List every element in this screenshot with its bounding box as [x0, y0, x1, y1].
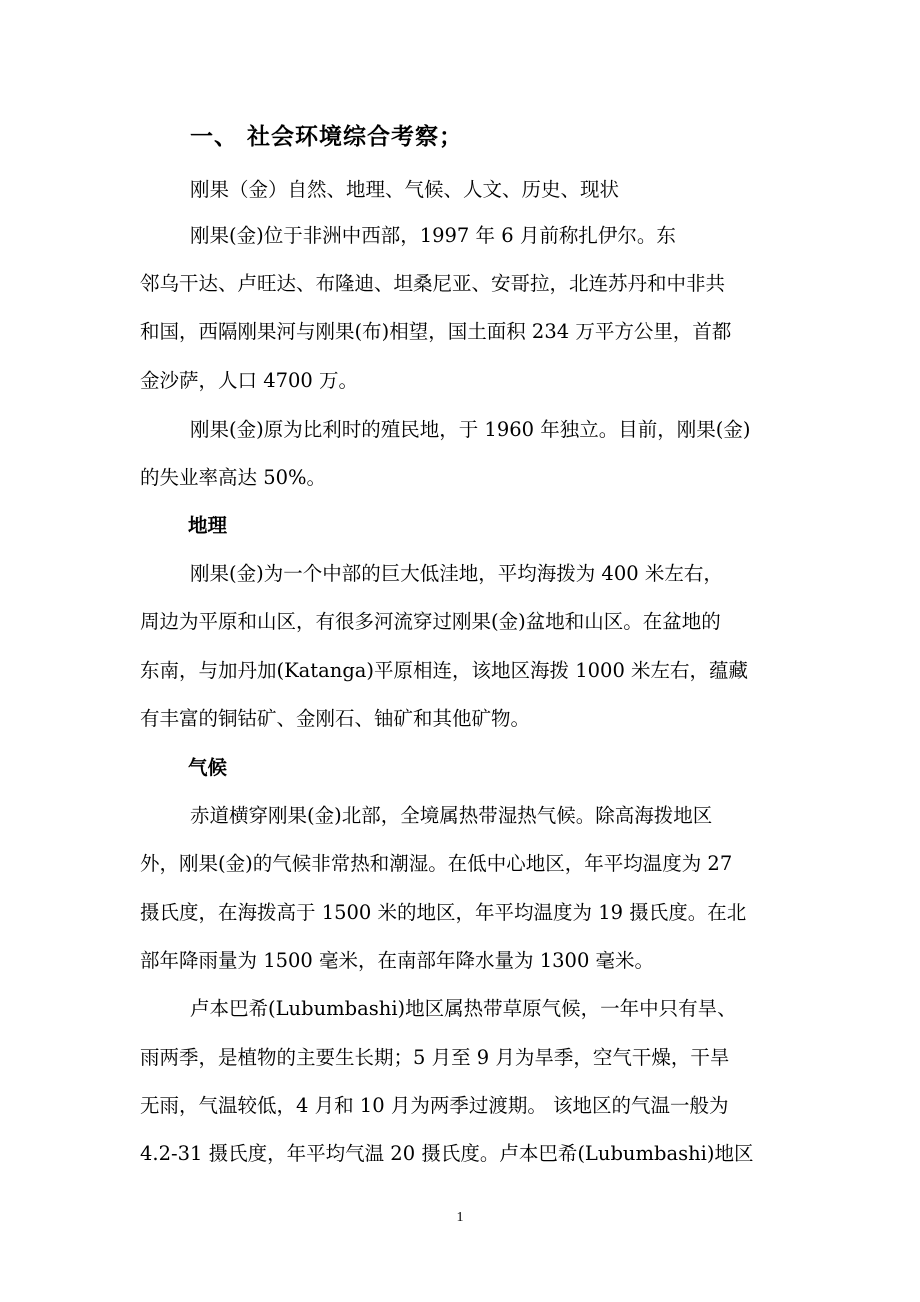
geography-line-2: 周边为平原和山区，有很多河流穿过刚果(金)盆地和山区。在盆地的 — [140, 610, 721, 633]
intro-line-1: 刚果(金)位于非洲中西部，1997 年 6 月前称扎伊尔。东 — [190, 224, 676, 247]
intro-line-3: 和国，西隔刚果河与刚果(布)相望，国土面积 234 万平方公里，首都 — [140, 320, 732, 343]
page-number: 1 — [456, 1210, 464, 1225]
climate-p2-line-1: 卢本巴希(Lubumbashi)地区属热带草原气候，一年中只有旱、 — [190, 997, 737, 1020]
intro-line-2: 邻乌干达、卢旺达、布隆迪、坦桑尼亚、安哥拉，北连苏丹和中非共 — [140, 272, 726, 295]
climate-p1-line-3: 摄氏度，在海拨高于 1500 米的地区，年平均温度为 19 摄氏度。在北 — [140, 901, 747, 924]
subtitle-line: 刚果（金）自然、地理、气候、人文、历史、现状 — [190, 178, 620, 201]
geography-line-4: 有丰富的铜钴矿、金刚石、铀矿和其他矿物。 — [140, 707, 531, 730]
history-line-1: 刚果(金)原为比利时的殖民地，于 1960 年独立。目前，刚果(金) — [190, 418, 751, 441]
section-heading: 一、 社会环境综合考察； — [190, 124, 464, 150]
climate-p2-line-2: 雨两季，是植物的主要生长期；5 月至 9 月为旱季，空气干燥，干旱 — [140, 1046, 730, 1069]
climate-p2-line-4: 4.2-31 摄氏度，年平均气温 20 摄氏度。卢本巴希(Lubumbashi)地区 — [140, 1142, 754, 1165]
climate-p1-line-2: 外，刚果(金)的气候非常热和潮湿。在低中心地区，年平均温度为 27 — [140, 852, 733, 875]
history-line-2: 的失业率高达 50%。 — [140, 466, 327, 489]
climate-p1-line-1: 赤道横穿刚果(金)北部，全境属热带湿热气候。除高海拨地区 — [190, 804, 713, 827]
geography-line-1: 刚果(金)为一个中部的巨大低洼地，平均海拨为 400 米左右， — [190, 562, 723, 585]
climate-heading: 气候 — [188, 756, 228, 779]
climate-p1-line-4: 部年降雨量为 1500 毫米，在南部年降水量为 1300 毫米。 — [140, 949, 655, 972]
intro-line-4: 金沙萨，人口 4700 万。 — [140, 369, 359, 392]
geography-heading: 地理 — [188, 514, 228, 537]
climate-p2-line-3: 无雨，气温较低，4 月和 10 月为两季过渡期。 该地区的气温一般为 — [140, 1094, 729, 1117]
geography-line-3: 东南，与加丹加(Katanga)平原相连，该地区海拨 1000 米左右，蕴藏 — [140, 659, 749, 682]
